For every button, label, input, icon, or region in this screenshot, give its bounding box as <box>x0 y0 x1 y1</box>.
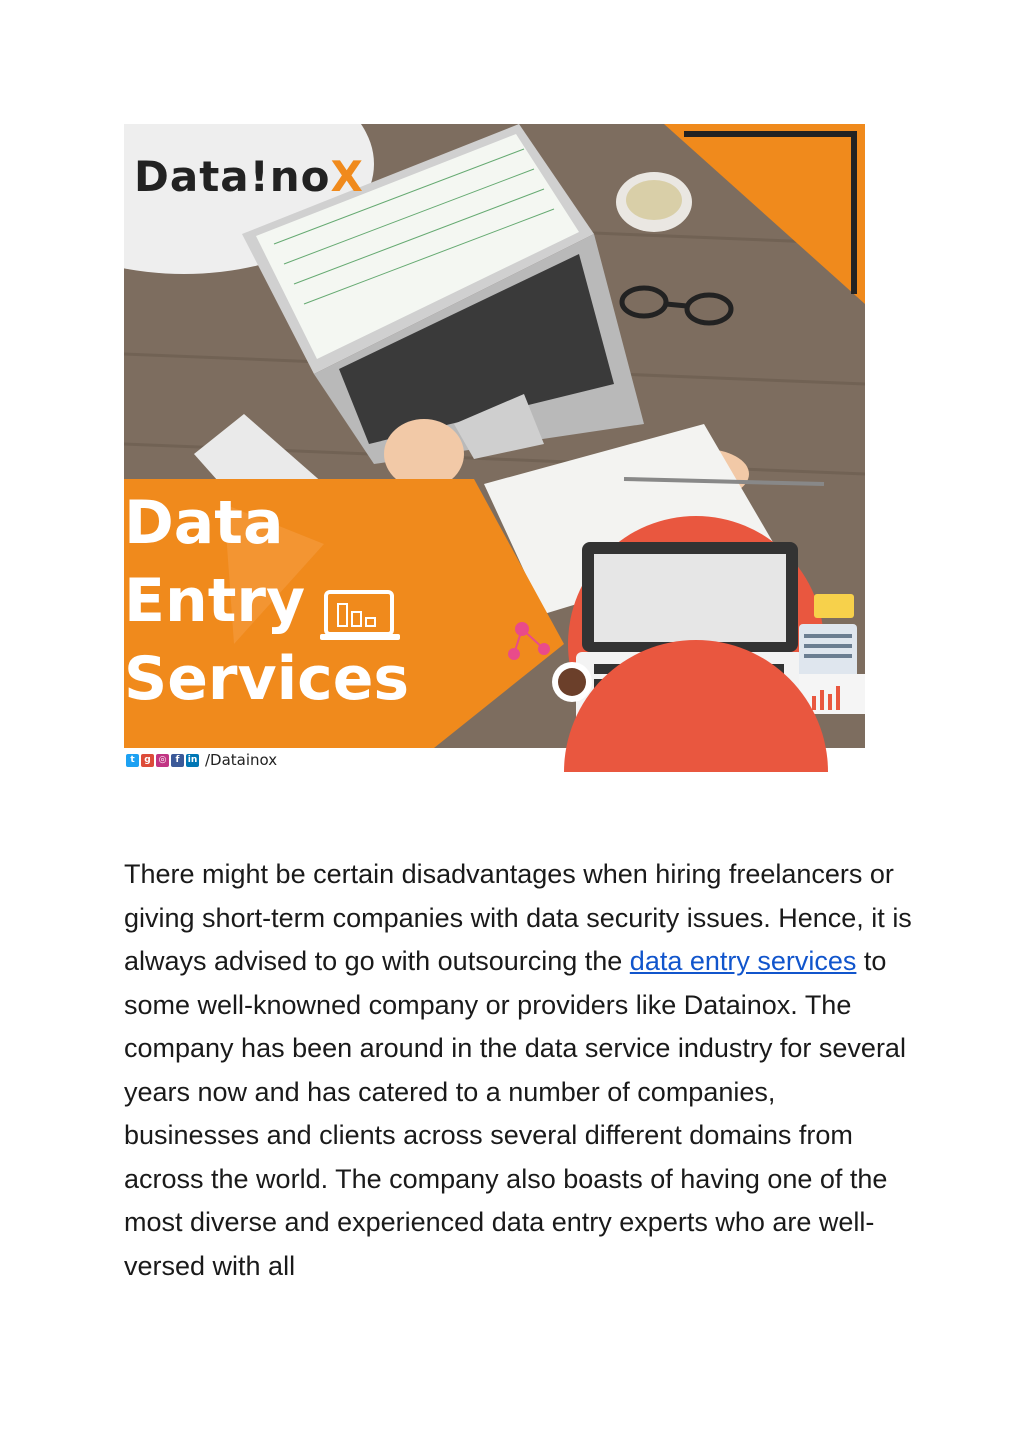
facebook-icon: f <box>171 754 184 767</box>
paragraph-text-before-link: There might be certain disadvantages when hiring freelancers or giving short-term companies with data security issues. Hence, it is always advised to go with outsourcing the <box>124 859 912 976</box>
instagram-icon: ◎ <box>156 754 169 767</box>
banner-heading-line: Data <box>124 488 284 558</box>
linkedin-icon: in <box>187 754 198 765</box>
social-bar <box>124 748 865 772</box>
banner-heading-line: Services <box>124 644 410 714</box>
datainox-logo: Data!noX <box>134 152 364 201</box>
banner-heading-line: Entry <box>124 566 306 636</box>
twitter-icon: t <box>126 754 139 767</box>
data-entry-services-link[interactable]: data entry services <box>629 946 857 976</box>
data-entry-banner-image <box>124 124 865 772</box>
banner-heading <box>124 484 409 718</box>
google-plus-icon: g <box>141 754 154 767</box>
article-paragraph <box>124 853 914 1288</box>
paragraph-text-after-link: to some well-knowned company or providers like Datainox. The company has been around in the data service industry for several years now and has catered to a number of companies, businesses and clients across several different domains from across the world. The company also boasts of having one of the most diverse and experienced data entry experts who are well-versed with all <box>124 946 906 1281</box>
social-handle: /Datainox <box>205 751 278 769</box>
article-body <box>124 853 914 1288</box>
